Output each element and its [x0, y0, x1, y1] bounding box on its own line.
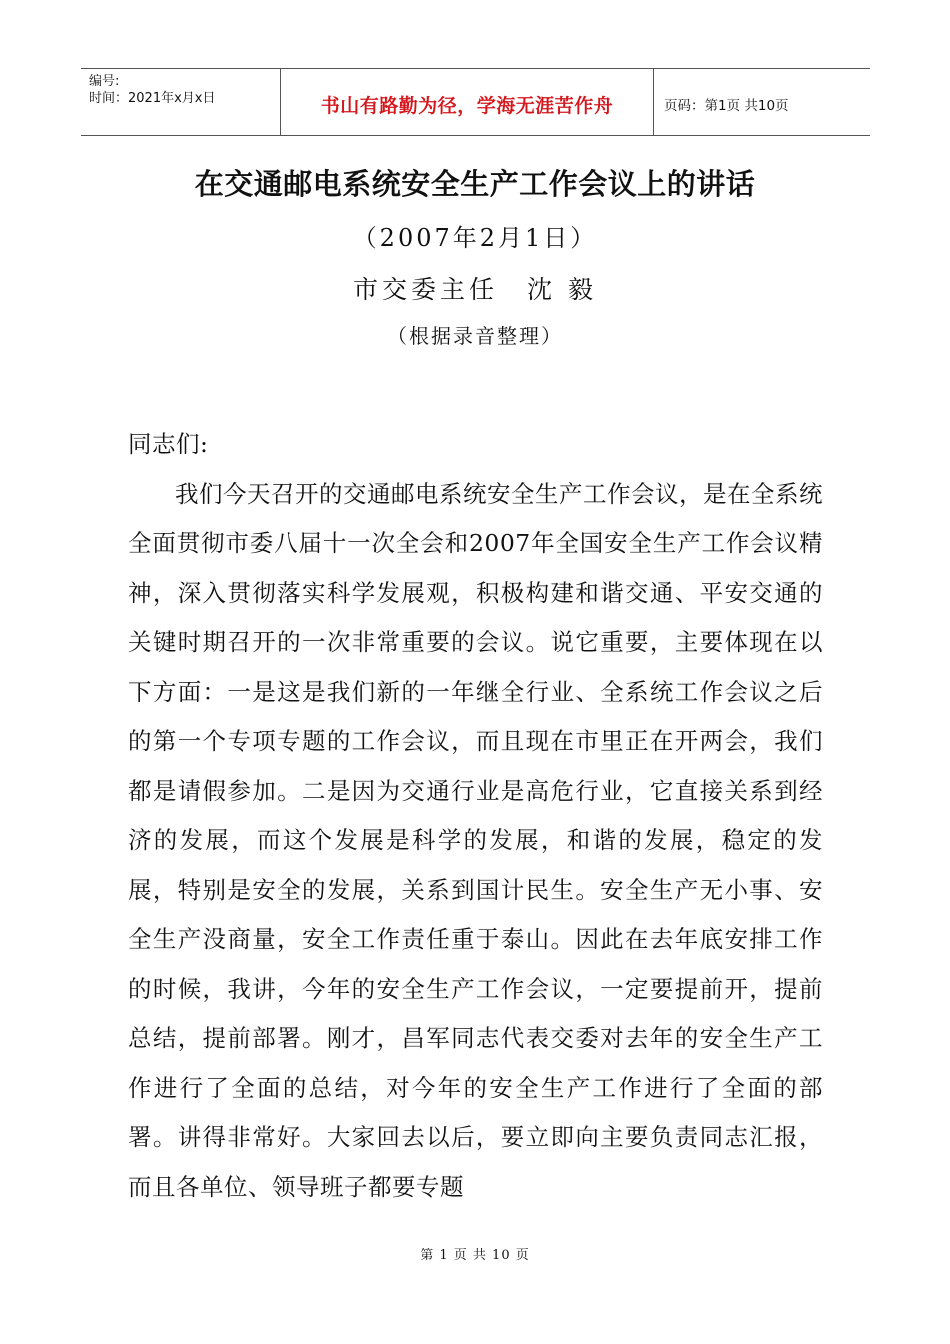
serial-label: 编号:: [89, 74, 120, 89]
speech-body: [128, 420, 823, 1212]
speaker-line: 市交委主任 沈 毅: [353, 275, 597, 304]
motto-text: 书山有路勤为径，学海无涯苦作舟: [320, 94, 614, 117]
salutation: 同志们:: [128, 430, 209, 458]
page-footer: 第 1 页 共 10 页: [420, 1248, 530, 1263]
speech-date: （2007年2月1日）: [352, 224, 598, 252]
page-info-cell: [654, 69, 870, 135]
page-info-text: 页码：第1页 共10页: [664, 98, 789, 114]
time-label: 时间：2021年x月x日: [89, 91, 216, 106]
header-table: [81, 68, 870, 136]
header-meta-cell: [81, 69, 281, 135]
body-paragraph: 我们今天召开的交通邮电系统安全生产工作会议，是在全系统全面贯彻市委八届十一次全会和2007年全国安全生产工作会议精神，深入贯彻落实科学发展观，积极构建和谐交通、平安交通的关键时期召开的一次非常重要的会议。说它重要，主要体现在以下方面：一是这是我们新的一年继全行业、全系统工作会议之后的第一个专项专题的工作会议，而且现在市里正在开两会，我们都是请假参加。二是因为交通行业是高危行业，它直接关系到经济的发展，而这个发展是科学的发展，和谐的发展，稳定的发展，特别是安全的发展，关系到国计民生。安全生产无小事、安全生产没商量，安全工作责任重于泰山。因此在去年底安排工作的时候，我讲，今年的安全生产工作会议，一定要提前开，提前总结，提前部署。刚才，昌军同志代表交委对去年的安全生产工作进行了全面的总结，对今年的安全生产工作进行了全面的部署。讲得非常好。大家回去以后，要立即向主要负责同志汇报，而且各单位、领导班子都要专题: [128, 479, 823, 1201]
transcription-note: （根据录音整理）: [387, 324, 563, 348]
motto-cell: [281, 69, 654, 135]
document-title: 在交通邮电系统安全生产工作会议上的讲话: [194, 167, 756, 201]
